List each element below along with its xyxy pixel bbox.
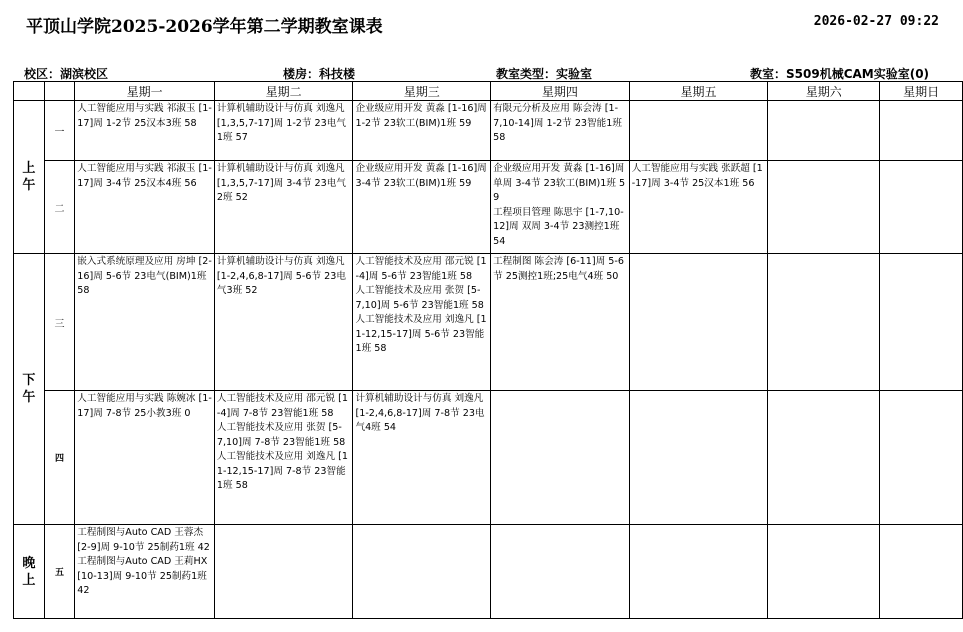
schedule-cell xyxy=(629,161,768,254)
course-entry: 工程制图与Auto CAD 王莉HX [10-13]周 9-10节 25制药1班 42 xyxy=(77,556,208,596)
schedule-cell xyxy=(214,391,353,525)
slot-label: 四 xyxy=(44,391,75,525)
print-datetime: 2026-02-27 09:22 xyxy=(813,14,939,29)
day-header-tue: 星期二 xyxy=(214,82,353,101)
course-entry: 企业级应用开发 黄淼 [1-16]周 单周 3-4节 23软工(BIM)1班 59 xyxy=(493,163,626,203)
table-row xyxy=(14,101,963,161)
schedule-cell xyxy=(880,391,963,525)
course-entry: 计算机辅助设计与仿真 刘逸凡 [1,3,5,7-17]周 1-2节 23电气1班 57 xyxy=(216,103,346,143)
schedule-cell xyxy=(75,525,215,619)
schedule-cell xyxy=(768,391,880,525)
schedule-cell xyxy=(75,101,215,161)
schedule-cell xyxy=(880,254,963,391)
period-label: 上午 xyxy=(22,161,36,193)
schedule-cell xyxy=(491,101,630,161)
course-entry: 工程制图与Auto CAD 王蓉杰 [2-9]周 9-10节 25制药1班 42 xyxy=(77,527,210,553)
day-header-sun: 星期日 xyxy=(880,82,963,101)
schedule-cell xyxy=(768,525,880,619)
schedule-cell xyxy=(768,101,880,161)
schedule-cell xyxy=(353,161,491,254)
schedule-cell xyxy=(629,525,768,619)
day-header-wed: 星期三 xyxy=(353,82,491,101)
corner-cell xyxy=(44,82,75,101)
slot-label: 二 xyxy=(44,161,75,254)
schedule-cell xyxy=(75,161,215,254)
schedule-cell xyxy=(214,254,353,391)
table-row xyxy=(14,391,963,525)
schedule-table xyxy=(13,81,963,619)
schedule-cell xyxy=(629,254,768,391)
room-type-label: 教室类型：实验室 xyxy=(496,67,593,81)
course-entry: 计算机辅助设计与仿真 刘逸凡 [1,3,5,7-17]周 3-4节 23电气2班 52 xyxy=(216,163,346,203)
table-row xyxy=(14,525,963,619)
course-entry: 人工智能技术及应用 刘逸凡 [11-12,15-17]周 7-8节 23智能1班 58 xyxy=(216,451,348,491)
course-entry: 人工智能应用与实践 祁淑玉 [1-17]周 3-4节 25汉本4班 56 xyxy=(77,163,212,189)
table-row xyxy=(14,254,963,391)
day-header-thu: 星期四 xyxy=(491,82,630,101)
schedule-cell xyxy=(491,161,630,254)
schedule-cell xyxy=(491,254,630,391)
schedule-cell xyxy=(214,101,353,161)
period-evening xyxy=(14,525,45,619)
schedule-cell xyxy=(629,391,768,525)
campus-label: 校区：湖滨校区 xyxy=(24,67,109,81)
schedule-cell xyxy=(880,525,963,619)
schedule-cell xyxy=(880,101,963,161)
schedule-cell xyxy=(75,391,215,525)
schedule-cell xyxy=(768,254,880,391)
schedule-cell xyxy=(629,101,768,161)
course-entry: 人工智能应用与实践 祁淑玉 [1-17]周 1-2节 25汉本3班 58 xyxy=(77,103,212,129)
schedule-cell xyxy=(353,391,491,525)
day-header-fri: 星期五 xyxy=(629,82,768,101)
course-entry: 企业级应用开发 黄淼 [1-16]周 1-2节 23软工(BIM)1班 59 xyxy=(355,103,487,129)
course-entry: 人工智能技术及应用 邵元锐 [1-4]周 5-6节 23智能1班 58 xyxy=(355,256,487,282)
course-entry: 计算机辅助设计与仿真 刘逸凡 [1-2,4,6,8-17]周 7-8节 23电气4班 54 xyxy=(355,393,485,433)
schedule-cell xyxy=(214,525,353,619)
schedule-cell xyxy=(491,391,630,525)
period-label: 晚上 xyxy=(22,555,36,588)
day-header-sat: 星期六 xyxy=(768,82,880,101)
course-entry: 工程项目管理 陈思宇 [1-7,10-12]周 双周 3-4节 23测控1班 54 xyxy=(493,206,624,247)
course-entry: 人工智能技术及应用 邵元锐 [1-4]周 7-8节 23智能1班 58 xyxy=(216,393,348,419)
room-label: 教室：S509机械CAM实验室(0) xyxy=(750,67,930,81)
schedule-cell xyxy=(353,254,491,391)
page-title: 平顶山学院2025-2026学年第二学期教室课表 xyxy=(26,17,383,37)
course-entry: 人工智能应用与实践 陈婉冰 [1-17]周 7-8节 25小教3班 0 xyxy=(77,393,212,419)
day-header-mon: 星期一 xyxy=(75,82,215,101)
period-morning xyxy=(14,101,45,254)
course-entry: 企业级应用开发 黄淼 [1-16]周 3-4节 23软工(BIM)1班 59 xyxy=(355,163,487,189)
course-entry: 计算机辅助设计与仿真 刘逸凡 [1-2,4,6,8-17]周 5-6节 23电气3班 52 xyxy=(216,256,346,296)
schedule-cell xyxy=(491,525,630,619)
course-entry: 有限元分析及应用 陈会涛 [1-7,10-14]周 1-2节 23智能1班 58 xyxy=(493,103,622,143)
corner-cell xyxy=(14,82,45,101)
period-label: 下午 xyxy=(22,373,36,405)
building-label: 楼房：科技楼 xyxy=(283,67,356,81)
table-row xyxy=(14,161,963,254)
course-entry: 人工智能技术及应用 张贺 [5-7,10]周 7-8节 23智能1班 58 xyxy=(216,422,346,448)
day-header-row xyxy=(14,82,963,101)
schedule-cell xyxy=(75,254,215,391)
period-afternoon xyxy=(14,254,45,525)
course-entry: 人工智能技术及应用 刘逸凡 [11-12,15-17]周 5-6节 23智能1班 58 xyxy=(355,314,487,354)
slot-label: 五 xyxy=(44,525,75,619)
schedule-cell xyxy=(768,161,880,254)
slot-label: 一 xyxy=(44,101,75,161)
course-entry: 人工智能技术及应用 张贺 [5-7,10]周 5-6节 23智能1班 58 xyxy=(355,285,484,311)
schedule-cell xyxy=(353,525,491,619)
course-entry: 人工智能应用与实践 张跃超 [1-17]周 3-4节 25汉本1班 56 xyxy=(631,163,763,189)
schedule-cell xyxy=(353,101,491,161)
schedule-cell xyxy=(880,161,963,254)
course-entry: 嵌入式系统原理及应用 房坤 [2-16]周 5-6节 23电气(BIM)1班 58 xyxy=(77,256,212,296)
schedule-cell xyxy=(214,161,353,254)
slot-label: 三 xyxy=(44,254,75,391)
course-entry: 工程制图 陈会涛 [6-11]周 5-6节 25测控1班;25电气4班 50 xyxy=(493,256,624,282)
